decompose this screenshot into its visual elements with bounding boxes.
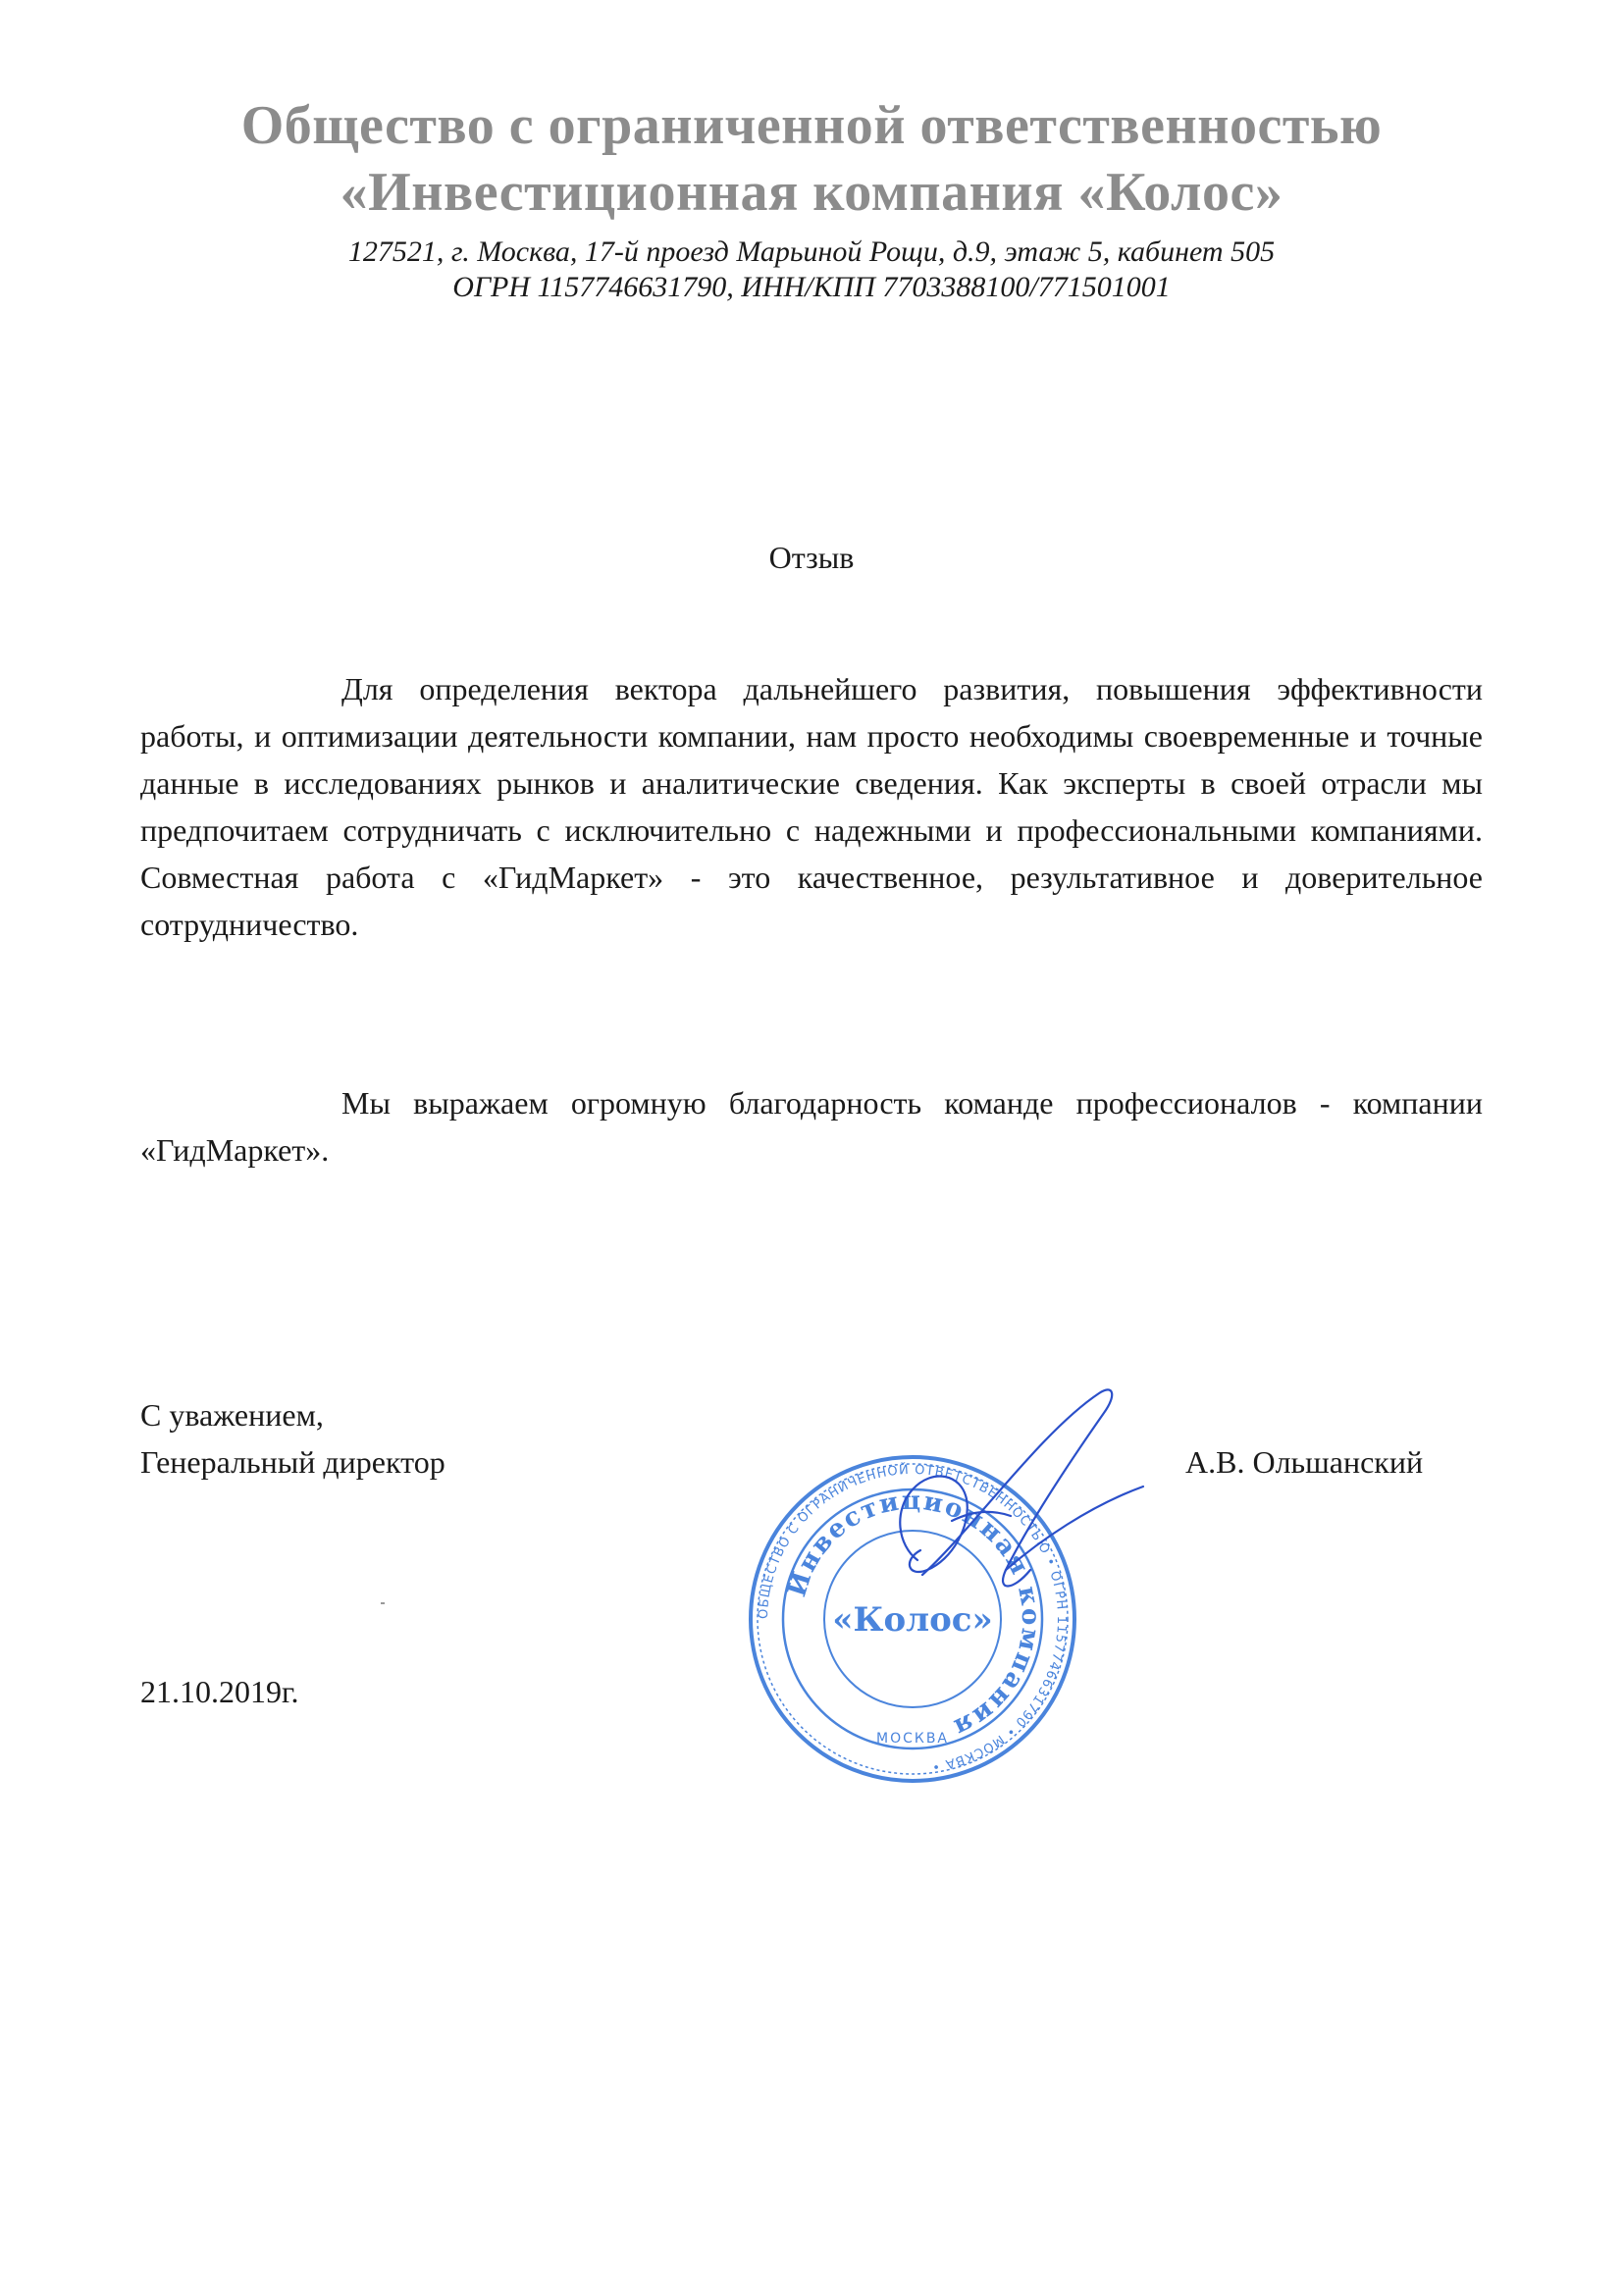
company-name-line-2: «Инвестиционная компания «Колос» [340,162,1283,223]
company-address: 127521, г. Москва, 17-й проезд Марьиной Рощи, д.9, этаж 5, кабинет 505 [347,235,1276,268]
stamp-inner-text: Инвестиционная компания [782,1486,1046,1744]
stamp-center-text: «Колос» [832,1600,993,1640]
document-date: 21.10.2019г. [140,1674,299,1709]
company-name-line-1: Общество с ограниченной ответственностью [240,95,1383,156]
document-title: Отзыв [768,540,855,575]
signer-name: А.В. Ольшанский [1185,1444,1424,1480]
body-paragraph-1: Для определения вектора дальнейшего развития, повышения эффективности работы, и оптимизации деятельности компании, нам просто необходимы своевременные и точные данные в исследованиях рынков и аналитические сведения. Как эксперты в своей отрасли мы предпочитаем сотрудничать с исключительно с надежными и профессиональными компаниями. Совместная работа с «ГидМаркет» - это качественное, результативное и доверительное сотрудничество. [140,671,1483,942]
handwritten-signature [805,1374,1158,1629]
letterhead [0,93,1623,305]
closing-block [140,1391,445,1486]
closing-regards: С уважением, [140,1397,324,1433]
body-paragraph-2: Мы выражаем огромную благодарность команде профессионалов - компании «ГидМаркет». [140,1085,1483,1168]
company-registration: ОГРН 1157746631790, ИНН/КПП 7703388100/771501001 [452,271,1171,303]
signer-position: Генеральный директор [140,1444,445,1480]
stamp-bottom-text: МОСКВА [876,1731,949,1747]
stamp-outer-text: ОБЩЕСТВО С ОГРАНИЧЕННОЙ ОТВЕТСТВЕННОСТЬЮ • ОГРН 1157746631790 • МОСКВА • [756,1462,1070,1774]
scan-speck [381,1602,385,1604]
